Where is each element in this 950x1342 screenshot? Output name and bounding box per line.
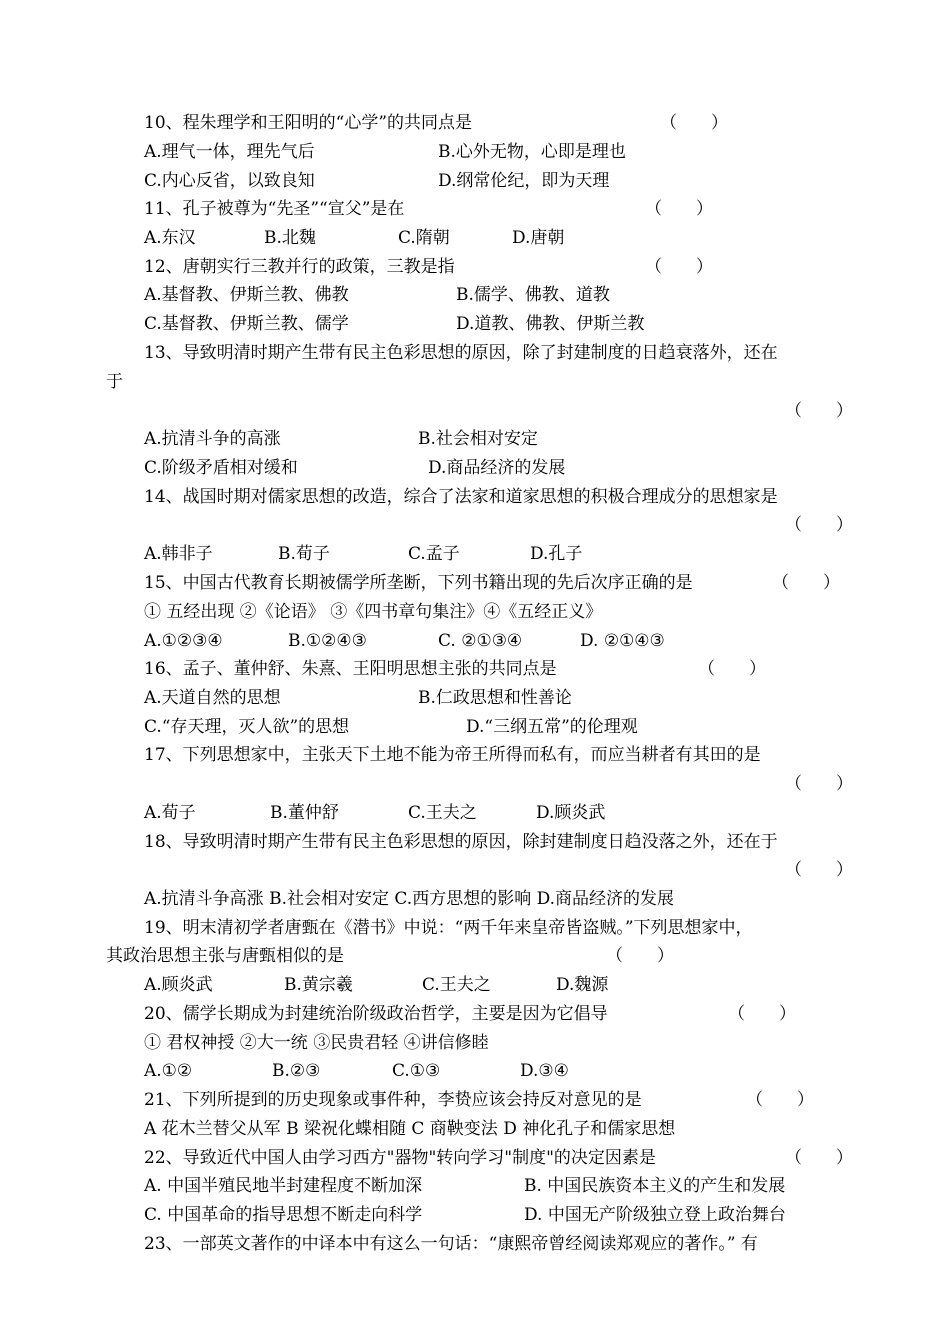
question-12-answer-paren: （ ）	[645, 257, 713, 277]
question-18-options: A.抗清斗争高涨 B.社会相对安定 C.西方思想的影响 D.商品经济的发展	[144, 889, 675, 909]
question-10-option-c: C.内心反省，以致良知	[144, 171, 315, 191]
question-11-stem: 11、孔子被尊为“先圣”“宣父”是在	[144, 199, 405, 219]
question-19-option-d: D.魏源	[556, 975, 609, 995]
question-16-option-d: D.“三纲五常”的伦理观	[466, 717, 638, 737]
question-13-answer-paren: （ ）	[785, 401, 853, 421]
question-20-option-a: A.①②	[144, 1061, 193, 1081]
question-22-stem: 22、导致近代中国人由学习西方"器物"转向学习"制度"的决定因素是	[144, 1148, 656, 1168]
question-15-option-b: B.①②④③	[288, 631, 367, 651]
question-11-option-b: B.北魏	[264, 228, 316, 248]
question-19-option-b: B.黄宗羲	[284, 975, 353, 995]
question-10-stem: 10、程朱理学和王阳明的“心学”的共同点是	[144, 113, 473, 133]
question-13-option-c: C.阶级矛盾相对缓和	[144, 458, 298, 478]
question-22-answer-paren: （ ）	[785, 1148, 853, 1168]
question-13-option-a: A.抗清斗争的高涨	[144, 429, 281, 449]
question-12-option-b: B.儒学、佛教、道教	[456, 285, 610, 305]
question-15-stem: 15、中国古代教育长期被儒学所垄断，下列书籍出现的先后次序正确的是	[144, 573, 693, 593]
question-11-option-c: C.隋朝	[398, 228, 450, 248]
question-17-option-c: C.王夫之	[408, 803, 477, 823]
question-13-option-d: D.商品经济的发展	[428, 458, 566, 478]
question-11-option-d: D.唐朝	[512, 228, 565, 248]
question-17-option-a: A.荀子	[144, 803, 196, 823]
question-13-option-b: B.社会相对安定	[418, 429, 538, 449]
question-21-stem: 21、下列所提到的历史现象或事件种，李贽应该会持反对意见的是	[144, 1090, 642, 1110]
question-19-option-a: A.顾炎武	[144, 975, 213, 995]
question-21-answer-paren: （ ）	[746, 1090, 814, 1110]
question-22-option-d: D. 中国无产阶级独立登上政治舞台	[524, 1205, 786, 1225]
question-16-option-b: B.仁政思想和性善论	[418, 688, 572, 708]
question-19-answer-paren: （ ）	[606, 946, 674, 966]
question-20-stem: 20、儒学长期成为封建统治阶级政治哲学，主要是因为它倡导	[144, 1004, 608, 1024]
question-12-option-d: D.道教、佛教、伊斯兰教	[456, 314, 645, 334]
question-14-stem: 14、战国时期对儒家思想的改造，综合了法家和道家思想的积极合理成分的思想家是	[144, 487, 778, 507]
question-11-option-a: A.东汉	[144, 228, 196, 248]
question-12-option-a: A.基督教、伊斯兰教、佛教	[144, 285, 349, 305]
question-14-answer-paren: （ ）	[785, 515, 853, 535]
question-16-option-a: A.天道自然的思想	[144, 688, 281, 708]
question-14-option-c: C.孟子	[408, 544, 460, 564]
question-17-option-d: D.顾炎武	[536, 803, 606, 823]
question-14-option-a: A.韩非子	[144, 544, 213, 564]
question-15-option-a: A.①②③④	[144, 631, 223, 651]
question-16-option-c: C.“存天理，灭人欲”的思想	[144, 717, 350, 737]
question-12-stem: 12、唐朝实行三教并行的政策，三教是指	[144, 257, 455, 277]
question-21-options: A 花木兰替父从军 B 梁祝化蝶相随 C 商鞅变法 D 神化孔子和儒家思想	[144, 1119, 676, 1139]
question-20-items: ① 君权神授 ②大一统 ③民贵君轻 ④讲信修睦	[144, 1033, 489, 1053]
question-19-option-c: C.王夫之	[422, 975, 491, 995]
question-18-stem: 18、导致明清时期产生带有民主色彩思想的原因，除封建制度日趋没落之外，还在于	[144, 832, 778, 852]
question-22-option-c: C. 中国革命的指导思想不断走向科学	[144, 1205, 423, 1225]
question-17-option-b: B.董仲舒	[270, 803, 339, 823]
question-14-option-d: D.孔子	[530, 544, 583, 564]
question-15-option-d: D. ②①④③	[580, 631, 665, 651]
question-10-answer-paren: （ ）	[660, 113, 728, 133]
question-13-stem: 13、导致明清时期产生带有民主色彩思想的原因，除了封建制度的日趋衰落外，还在	[144, 343, 778, 363]
question-22-option-a: A. 中国半殖民地半封建程度不断加深	[144, 1176, 423, 1196]
question-19-stem-cont: 其政治思想主张与唐甄相似的是	[106, 946, 344, 966]
question-11-answer-paren: （ ）	[645, 199, 713, 219]
question-10-option-b: B.心外无物，心即是理也	[438, 142, 626, 162]
question-20-option-c: C.①③	[392, 1061, 441, 1081]
question-19-stem: 19、明末清初学者唐甄在《潜书》中说：“两千年来皇帝皆盗贼。”下列思想家中，	[144, 918, 753, 938]
question-20-option-b: B.②③	[272, 1061, 321, 1081]
question-15-items: ① 五经出现 ②《论语》 ③《四书章句集注》④《五经正义》	[144, 602, 603, 622]
question-18-answer-paren: （ ）	[785, 860, 853, 880]
question-15-option-c: C. ②①③④	[438, 631, 523, 651]
question-15-answer-paren: （ ）	[772, 573, 840, 593]
question-16-answer-paren: （ ）	[698, 659, 766, 679]
question-17-answer-paren: （ ）	[785, 774, 853, 794]
question-16-stem: 16、孟子、董仲舒、朱熹、王阳明思想主张的共同点是	[144, 659, 557, 679]
question-14-option-b: B.荀子	[278, 544, 330, 564]
question-22-option-b: B. 中国民族资本主义的产生和发展	[524, 1176, 786, 1196]
question-10-option-d: D.纲常伦纪，即为天理	[438, 171, 610, 191]
question-12-option-c: C.基督教、伊斯兰教、儒学	[144, 314, 349, 334]
question-20-option-d: D.③④	[520, 1061, 569, 1081]
question-17-stem: 17、下列思想家中，主张天下土地不能为帝王所得而私有，而应当耕者有其田的是	[144, 745, 761, 765]
question-10-option-a: A.理气一体，理先气后	[144, 142, 315, 162]
question-13-stem-cont: 于	[106, 372, 123, 392]
question-20-answer-paren: （ ）	[728, 1004, 796, 1024]
question-23-stem: 23、一部英文著作的中译本中有这么一句话：“康熙帝曾经阅读郑观应的著作。” 有	[144, 1234, 758, 1254]
